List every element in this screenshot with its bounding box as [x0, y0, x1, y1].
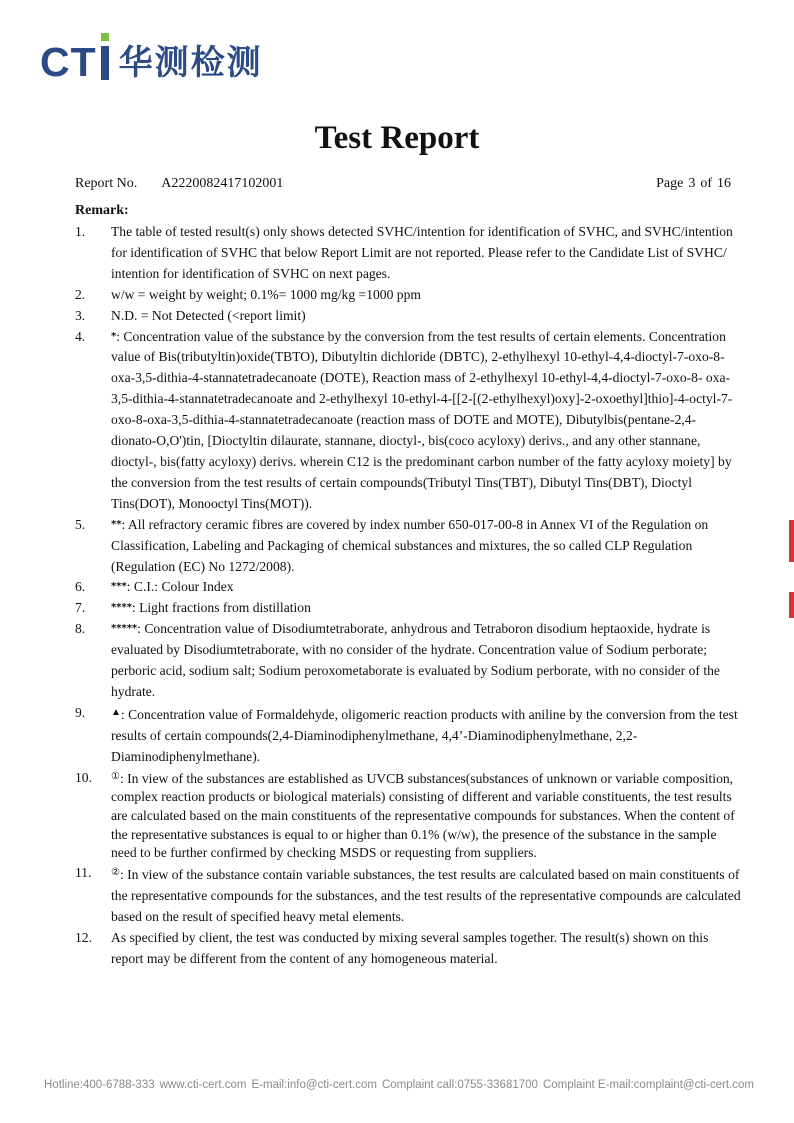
remark-number: 10. [75, 769, 92, 785]
remark-body: w/w = weight by weight; 0.1%= 1000 mg/kg =1000 ppm [111, 286, 421, 302]
remark-text [111, 863, 741, 928]
circled-one-marker: ① [111, 770, 120, 782]
logo-chinese-text: 华测检测 [118, 42, 263, 83]
remark-item [75, 327, 741, 515]
remark-body: The table of tested result(s) only shows detected SVHC/intention for identification of SVHC, and SVHC/intention for identification of SVHC that below Report Limit are not reported. Please refer to the Candidate List of SVHC/ intention for identification of SVHC on next pages. [111, 224, 733, 281]
remark-number: 7. [75, 600, 86, 616]
cti-logo [40, 39, 263, 85]
remark-body: : Concentration value of Formaldehyde, oligomeric reaction products with aniline by the conversion from the test results of certain compounds(2,4-Diaminodiphenylmethane, 4,4’-Diaminodiphenylmethane, 2,2-Diaminodiphenylmethane). [111, 706, 738, 764]
page-indicator [651, 176, 731, 192]
report-number-label: Report No. [75, 176, 138, 191]
remark-body: : In view of the substance contain variable substances, the test results are calculated based on main constituents of the representative compounds for the substances, and the test results of the representative compounds are calculated based on the result of specified heavy metal elements. [111, 867, 741, 924]
logo-ct-text: CT [40, 39, 97, 85]
remark-body: : Light fractions from distillation [131, 600, 311, 616]
asterisk-marker: **** [111, 602, 132, 614]
remark-number: 9. [75, 704, 86, 720]
remark-body: : Concentration value of Disodiumtetraborate, anhydrous and Tetraboron disodium heptaoxide, hydrate is evaluated by Disodiumtetraborate, with no consider of the hydrate. Concentration value of Sodium perborate; perboric acid, sodium salt; Sodium peroxometaborate is evaluated by Sodium perborate, with no consider of the hydrate. [111, 621, 720, 699]
remark-body: : All refractory ceramic fibres are covered by index number 650-017-00-8 in Annex VI of the Regulation on Classification, Labeling and Packaging of chemical substances and mixtures, the so called CLP Regulation (Regulation (EC) No 1272/2008). [111, 516, 709, 574]
page-title: Test Report [314, 120, 480, 156]
remark-item [75, 577, 741, 598]
remark-text [111, 222, 741, 285]
footer-complaint-email-link[interactable]: Complaint E-mail:complaint@cti-cert.com [542, 1079, 754, 1091]
remark-text [111, 285, 741, 306]
remark-item [75, 306, 741, 327]
remark-item [75, 619, 741, 703]
remark-text [111, 619, 741, 703]
logo-i-mark [101, 46, 109, 80]
triangle-marker-icon: ▲ [111, 706, 121, 718]
page-current: 3 [688, 176, 696, 191]
report-number-value: A2220082417102001 [161, 176, 284, 191]
footer-hotline: Hotline:400-6788-333 [44, 1079, 155, 1091]
remark-item [75, 928, 741, 970]
remark-item [75, 863, 741, 928]
page-word: Page [656, 176, 684, 191]
footer-website-link[interactable]: www.cti-cert.com [159, 1079, 247, 1091]
remark-number: 2. [75, 286, 86, 302]
page-footer [44, 1079, 754, 1091]
remark-body: As specified by client, the test was conducted by mixing several samples together. The result(s) shown on this report may be different from the content of any homogeneous material. [111, 929, 709, 966]
circled-two-marker: ② [111, 867, 120, 879]
seal-edge-bottom [789, 592, 794, 618]
remark-body: : C.I.: Colour Index [126, 579, 234, 595]
remark-text [111, 577, 741, 598]
remark-item [75, 598, 741, 619]
remark-item [75, 703, 741, 768]
remark-number: 4. [75, 328, 86, 344]
asterisk-marker: ** [111, 518, 122, 530]
remark-item [75, 222, 741, 285]
remark-item [75, 768, 741, 864]
report-header-line [75, 176, 731, 192]
remark-item [75, 285, 741, 306]
page-of: of [700, 176, 712, 191]
remark-text [111, 306, 741, 327]
footer-email-link[interactable]: E-mail:info@cti-cert.com [251, 1079, 377, 1091]
report-number [75, 176, 283, 192]
logo-latin [40, 39, 109, 85]
asterisk-marker: * [111, 330, 117, 342]
remark-text [111, 928, 741, 970]
footer-complaint-call: Complaint call:0755-33681700 [381, 1079, 538, 1091]
remark-number: 8. [75, 621, 86, 637]
remark-number: 11. [75, 865, 92, 881]
remark-text [111, 598, 741, 619]
asterisk-marker: *** [111, 581, 127, 593]
remark-text [111, 768, 741, 864]
remark-body: : Concentration value of the substance by the conversion from the test results of certain elements. Concentration value of Bis(tributyltin)oxide(TBTO), Dibutyltin dichloride (DBTC), 2-ethylhexyl 10-ethyl-4,4-dioctyl-7-oxo-8-oxa-3,5-dithia-4-stannatetradecanoate (DOTE), Reaction mass of 2-ethylhexyl 10-ethyl-4,4-dioctyl-7-oxo-8- oxa-3,5-dithia-4-stannatetradecanoate and 2-ethylhexyl 10-ethyl-4-[[2-[(2-ethylhexyl)oxy]-2-oxoethyl]thio]-4-octyl-7-oxo-8-oxa-3,5-dithia-4-stannatetradecanoate (reaction mass of DOTE and MOTE), Dibutylbis(pentane-2,4-dionato-O,O')tin, [Dioctyltin dilaurate, stannane, dioctyl-, bis(coco acyloxy) derivs., and any other stannane, dioctyl-, bis(fatty acyloxy) derivs. wherein C12 is the predominant carbon number of the fatty acyloxy moiety] by the conversion from the test results of certain compounds(Tributyl Tins(TBT), Dibutyl Tins(DBT), Dioctyl Tins(DOT), Monooctyl Tins(MOT)). [111, 328, 733, 511]
remark-item [75, 515, 741, 578]
remark-number: 1. [75, 224, 86, 239]
remark-body: N.D. = Not Detected (<report limit) [111, 307, 306, 323]
page-total: 16 [717, 176, 731, 191]
remark-text [111, 515, 741, 578]
remark-number: 12. [75, 929, 92, 945]
seal-edge-top [789, 520, 794, 562]
remark-text [111, 703, 741, 768]
remark-heading: Remark: [75, 203, 129, 218]
remark-number: 3. [75, 307, 86, 323]
remark-list [75, 222, 741, 970]
remark-number: 5. [75, 516, 86, 532]
asterisk-marker: ***** [111, 623, 138, 635]
remark-number: 6. [75, 579, 86, 595]
remark-text [111, 327, 741, 515]
remark-body: : In view of the substances are established as UVCB substances(substances of unknown or variable composition, complex reaction products or biological materials) consisting of different and variable constituents, the test results are calculated based on the main constituents of the representative compounds for substances. When the content of the representative substances is equal to or higher than 0.1% (w/w), the presence of the substance in the sample need to be further confirmed by checking MSDS or requesting from suppliers. [111, 770, 735, 861]
